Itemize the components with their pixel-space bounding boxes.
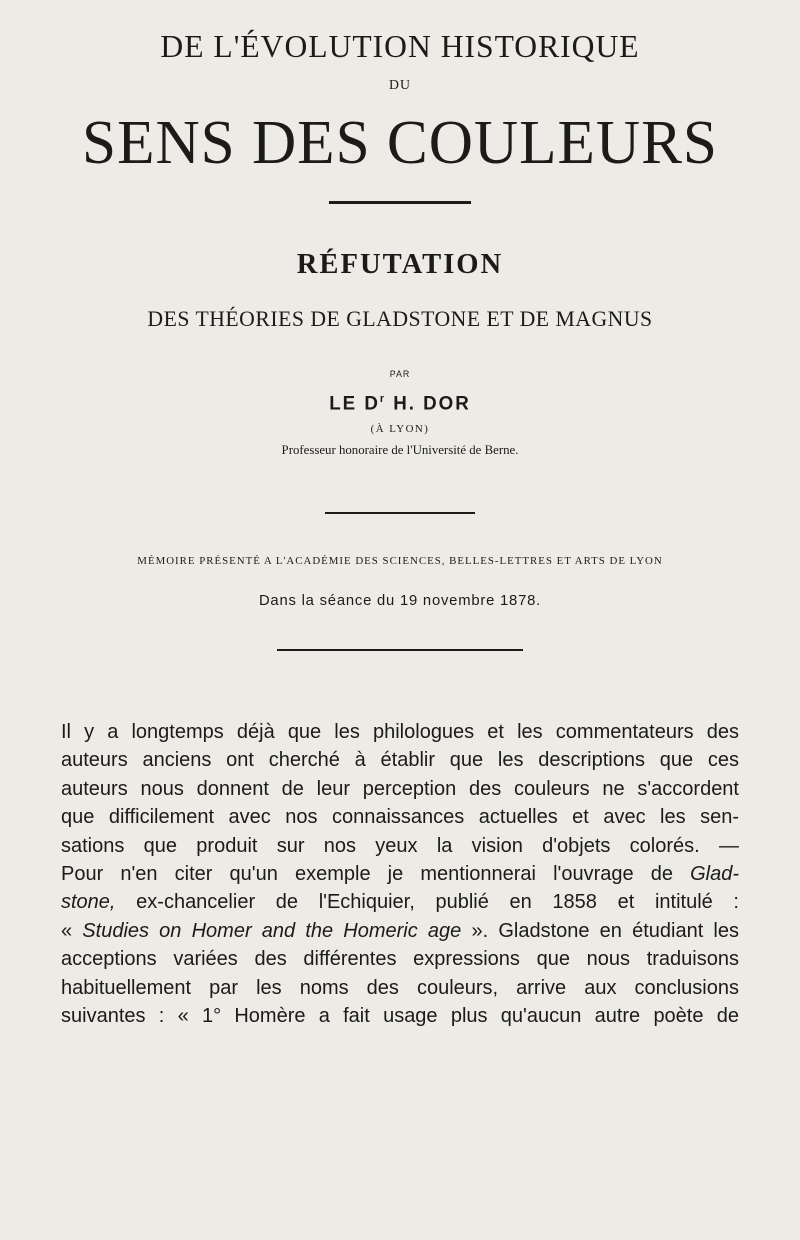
body-line bbox=[61, 860, 739, 888]
author-title: Professeur honoraire de l'Université de Berne. bbox=[281, 442, 519, 457]
by-line: PAR bbox=[389, 369, 411, 379]
top-title: DE L'ÉVOLUTION HISTORIQUE bbox=[160, 28, 640, 64]
quote-open: « bbox=[61, 919, 83, 942]
divider-rule bbox=[277, 649, 523, 651]
body-line: acceptions variées des différentes expressions que nous traduisons bbox=[61, 948, 739, 971]
subtitle: RÉFUTATION bbox=[296, 248, 504, 280]
divider-rule bbox=[329, 201, 471, 204]
body-line bbox=[61, 888, 739, 916]
memoire-line: MÉMOIRE PRÉSENTÉ A L'ACADÉMIE DES SCIENCES, BELLES-LETTRES ET ARTS DE LYON bbox=[137, 555, 663, 567]
body-line-text: ex-chancelier de l'Echiquier, publié en 1858 et intitulé : bbox=[115, 891, 739, 914]
author-city: (À LYON) bbox=[370, 423, 430, 435]
body-line: sations que produit sur nos yeux la vision d'objets colorés. — bbox=[61, 834, 739, 857]
author-sup: r bbox=[379, 393, 387, 405]
title-connector: DU bbox=[389, 78, 411, 93]
main-title: SENS DES COULEURS bbox=[82, 109, 718, 177]
body-line: habituellement par les noms des couleurs, arrive aux conclusions bbox=[61, 976, 739, 999]
author-name bbox=[5, 393, 795, 415]
body-line bbox=[61, 917, 739, 945]
divider-rule bbox=[325, 512, 475, 514]
author-surname: H. DOR bbox=[386, 393, 471, 415]
body-line-text: ». Gladstone en étudiant les bbox=[461, 919, 739, 942]
body-paragraph bbox=[61, 718, 739, 1030]
body-line: Il y a longtemps déjà que les philologues et les commentateurs des bbox=[61, 721, 739, 743]
body-line: auteurs anciens ont cherché à établir que les descriptions que ces bbox=[61, 749, 739, 772]
author-prefix: LE D bbox=[329, 393, 380, 415]
theories-line: DES THÉORIES DE GLADSTONE ET DE MAGNUS bbox=[147, 306, 653, 331]
body-line-text: Pour n'en citer qu'un exemple je mentionnerai l'ouvrage de bbox=[61, 862, 691, 885]
italic-name: stone, bbox=[61, 891, 116, 914]
body-line: suivantes : « 1° Homère a fait usage plus qu'aucun autre poète de bbox=[61, 1004, 739, 1027]
italic-name: Glad- bbox=[690, 862, 739, 885]
book-title: Studies on Homer and the Homeric age bbox=[82, 919, 462, 942]
seance-line: Dans la séance du 19 novembre 1878. bbox=[258, 592, 542, 609]
body-line: auteurs nous donnent de leur perception des couleurs ne s'accordent bbox=[61, 777, 739, 800]
body-line: que difficilement avec nos connaissances actuelles et avec les sen- bbox=[61, 806, 739, 829]
